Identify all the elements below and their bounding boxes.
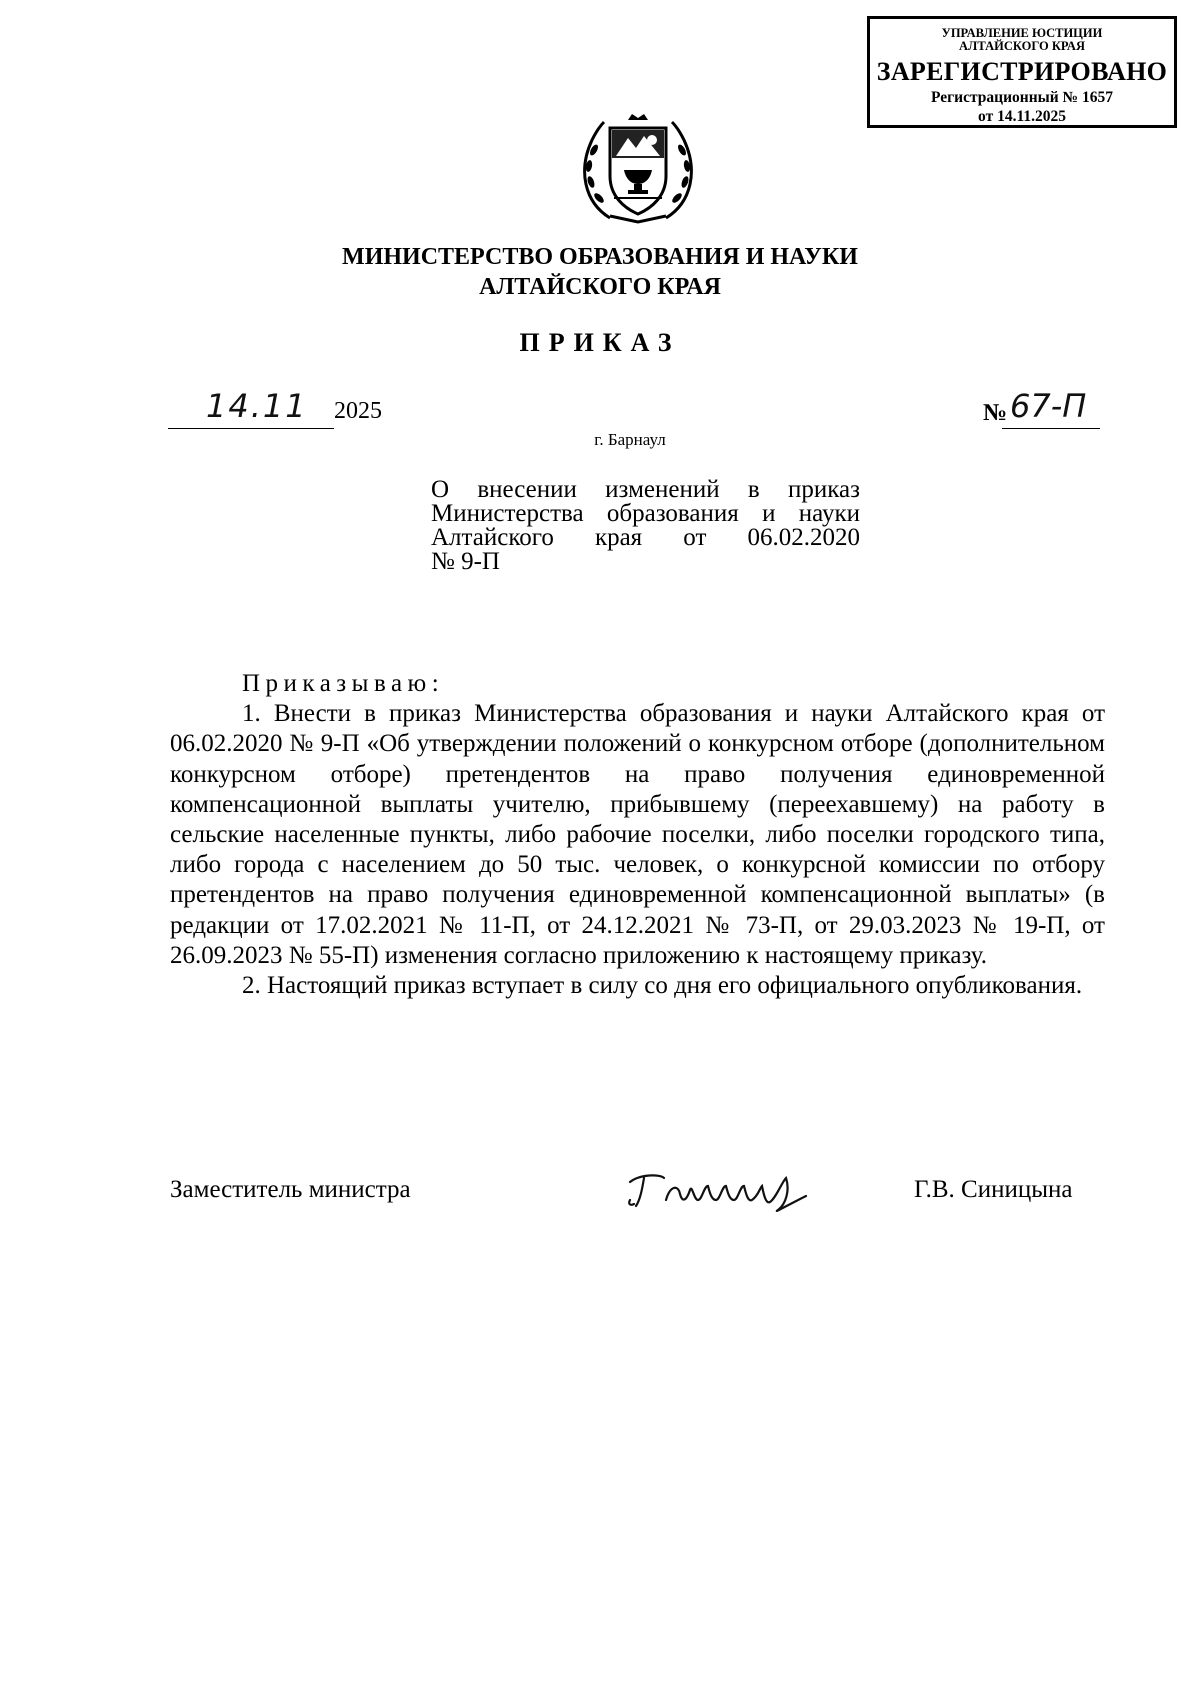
signer-role: Заместитель министра [170,1176,411,1203]
preamble: Приказываю: [242,670,445,697]
signer-name: Г.В. Синицына [914,1176,1073,1203]
paragraph-2: 2. Настоящий приказ вступает в силу со дня его официального опубликования. [242,972,1083,1000]
ministry-line2: АЛТАЙСКОГО КРАЯ [479,274,721,300]
document-body [170,669,1105,1001]
document-type: ПРИКАЗ [519,328,681,357]
city: г. Барнаул [594,430,666,449]
handwritten-signature [620,1160,830,1220]
number-underline [1002,428,1100,429]
stamp-reg-date: от 14.11.2025 [978,108,1066,125]
date-underline [168,428,334,429]
document-subject [431,478,860,574]
date-handwritten: 14.11 [206,387,308,425]
coat-of-arms-icon [570,110,706,226]
registration-stamp [867,16,1177,128]
stamp-line2: АЛТАЙСКОГО КРАЯ [959,39,1085,53]
stamp-reg-number: Регистрационный № 1657 [931,89,1113,106]
subject-line: Алтайского края от 06.02.2020 [431,524,860,551]
subject-line: О внесении изменений в приказ [431,476,860,503]
stamp-line1: УПРАВЛЕНИЕ ЮСТИЦИИ [941,26,1103,40]
date-year: 2025 [334,398,382,424]
number-sign: № [983,400,1008,426]
stamp-title: ЗАРЕГИСТРИРОВАНО [876,57,1168,86]
subject-line: № 9-П [431,548,500,575]
ministry-line1: МИНИСТЕРСТВО ОБРАЗОВАНИЯ И НАУКИ [342,244,858,270]
paragraph-1: 1. Внести в приказ Министерства образования и науки Алтайского края от 06.02.2020 № 9-П «Об утверждении положений о конкурсном отборе (дополнительном конкурсном отборе) претендентов на право получения единовременной компенсационной выплаты учителю, прибывшему (переехавшему) на работу в сельские населенные пункты, либо рабочие поселки, либо поселки городского типа, либо города с населением до 50 тыс. человек, о конкурсной комиссии по отбору претендентов на право получения единовременной компенсационной выплаты» (в редакции от 17.02.2021 № 11-П, от 24.12.2021 № 73-П, от 29.03.2023 № 19-П, от 26.09.2023 № 55-П) изменения согласно приложению к настоящему приказу. [170,700,1105,969]
subject-line: Министерства образования и науки [431,500,860,527]
ministry-name [300,242,900,302]
number-handwritten: 67-П [1010,387,1087,425]
